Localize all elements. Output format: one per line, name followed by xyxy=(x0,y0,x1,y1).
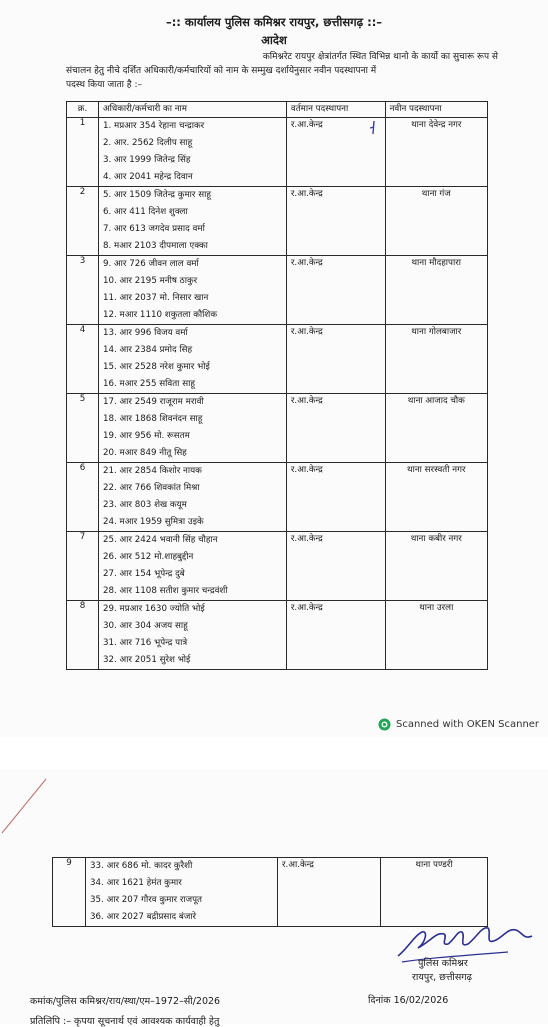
row-serial: 9 xyxy=(53,858,86,927)
new-posting: थाना गोलबाजार xyxy=(385,325,487,394)
table-row xyxy=(67,601,488,670)
personnel-name: 22. आर 766 शिवकांत मिश्रा xyxy=(102,483,200,493)
scanner-watermark xyxy=(378,716,539,732)
header-serial: क्र. xyxy=(67,102,99,118)
current-posting: र.आ.केन्द्र xyxy=(286,463,385,532)
new-posting: थाना कबीर नगर xyxy=(385,532,487,601)
row-names xyxy=(98,394,286,463)
personnel-name: 14. आर 2384 प्रमोद सिह xyxy=(102,345,193,355)
pen-stroke-mark xyxy=(0,775,50,835)
row-serial: 2 xyxy=(67,187,99,256)
personnel-name: 5. आर 1509 जितेन्द्र कुमार साहू xyxy=(102,190,211,200)
row-names xyxy=(98,601,286,670)
row-names xyxy=(98,325,286,394)
scanner-watermark-text: Scanned with OKEN Scanner xyxy=(396,718,540,730)
order-heading: आदेश xyxy=(261,33,287,47)
intro-line-3: पदस्थ किया जाता है :– xyxy=(66,80,142,90)
personnel-name: 30. आर 304 अजय साहू xyxy=(102,621,188,631)
table-row xyxy=(67,325,488,394)
row-serial: 8 xyxy=(67,601,99,670)
row-names xyxy=(86,858,278,927)
row-serial: 3 xyxy=(67,256,99,325)
copy-to-line: प्रतिलिपि :– कृपया सूचनार्थ एवं आवश्यक कार्यवाही हेतु xyxy=(30,1016,220,1027)
table-header-row xyxy=(67,102,488,118)
row-serial: 6 xyxy=(67,463,99,532)
row-names xyxy=(98,532,286,601)
new-posting: थाना मौदहापारा xyxy=(385,256,487,325)
current-posting: र.आ.केन्द्र xyxy=(286,118,385,187)
personnel-name: 15. आर 2528 नरेश कुमार भोई xyxy=(102,362,210,372)
personnel-name: 8. मआर 2103 दीपमाला एक्का xyxy=(102,241,208,251)
new-posting: थाना उरला xyxy=(385,601,487,670)
personnel-name: 18. आर 1868 शिवनंदन साहू xyxy=(102,414,203,424)
personnel-name: 19. आर 956 मो. रूसतम xyxy=(102,431,190,441)
date-value: 16/02/2026 xyxy=(393,995,449,1006)
current-posting: र.आ.केन्द्र xyxy=(278,858,381,927)
new-posting: थाना सरस्वती नगर xyxy=(385,463,487,532)
row-names xyxy=(98,256,286,325)
new-posting: थाना पण्डरी xyxy=(381,858,488,927)
current-posting: र.आ.केन्द्र xyxy=(286,394,385,463)
personnel-name: 23. आर 803 शेख कयूम xyxy=(102,500,187,510)
header-name: अधिकारी/कर्मचारी का नाम xyxy=(98,102,286,118)
personnel-name: 17. आर 2549 राजूराम मरावी xyxy=(102,397,204,407)
personnel-name: 35. आर 207 गौरव कुमार राजपूत xyxy=(90,895,202,905)
personnel-name: 29. मप्रआर 1630 ज्योति भोई xyxy=(102,604,205,614)
page-gap xyxy=(0,737,548,769)
signatory-place: रायपुर, छत्तीसगढ़ xyxy=(412,972,472,983)
new-posting: थाना देवेन्द्र नगर xyxy=(385,118,487,187)
new-posting: थाना गंज xyxy=(385,187,487,256)
signatory-title: पुलिस कमिश्नर xyxy=(418,958,468,969)
personnel-name: 24. मआर 1959 सुमित्रा उइके xyxy=(102,517,204,527)
current-posting: र.आ.केन्द्र xyxy=(286,601,385,670)
current-posting: र.आ.केन्द्र xyxy=(286,532,385,601)
personnel-name: 10. आर 2195 मनीष ठाकुर xyxy=(102,276,198,286)
personnel-name: 6. आर 411 दिनेश शुक्ला xyxy=(102,207,188,217)
personnel-name: 13. आर 996 विजय वर्मा xyxy=(102,328,188,338)
header-new-posting: नवीन पदस्थापना xyxy=(385,102,487,118)
personnel-name: 1. मप्रआर 354 रेहाना चन्द्राकर xyxy=(102,121,205,131)
row-names xyxy=(98,118,286,187)
personnel-name: 9. आर 726 जीवन लाल वर्मा xyxy=(102,259,199,269)
personnel-name: 12. मआर 1110 शकुतला कौशिक xyxy=(102,310,217,320)
personnel-name: 3. आर 1999 जितेन्द्र सिंह xyxy=(102,155,191,165)
table-row xyxy=(53,858,488,927)
table-row xyxy=(67,532,488,601)
header-current-posting: वर्तमान पदस्थापना xyxy=(286,102,385,118)
personnel-name: 36. आर 2027 बद्रीप्रसाद बंजारे xyxy=(90,912,197,922)
personnel-name: 20. मआर 849 नीतू सिह xyxy=(102,448,187,458)
personnel-name: 32. आर 2051 सुरेश भोई xyxy=(102,655,191,665)
table-row xyxy=(67,256,488,325)
posting-table-continued xyxy=(52,857,488,927)
table-row xyxy=(67,118,488,187)
personnel-name: 34. आर 1621 हेमंत कुमार xyxy=(90,878,182,888)
table-row xyxy=(67,394,488,463)
current-posting: र.आ.केन्द्र xyxy=(286,187,385,256)
current-posting: र.आ.केन्द्र xyxy=(286,256,385,325)
pen-tick-mark xyxy=(368,119,382,135)
row-serial: 1 xyxy=(67,118,99,187)
row-serial: 5 xyxy=(67,394,99,463)
intro-line-2: संचालन हेतु नीचे दर्शित अधिकारी/कर्मचारियों को नाम के सम्मुख दर्शायेनुसार नवीन पदस्थापना में xyxy=(66,66,377,76)
personnel-name: 7. आर 613 जगदेव प्रसाद वर्मा xyxy=(102,224,205,234)
personnel-name: 4. आर 2041 महेन्द्र दिवान xyxy=(102,172,193,182)
personnel-name: 2. आर. 2562 दिलीप साहू xyxy=(102,138,193,148)
date-label: दिनांक xyxy=(368,995,391,1006)
personnel-name: 27. आर 154 भूपेन्द्र दुबे xyxy=(102,569,185,579)
intro-line-1: कमिश्नरेट रायपुर क्षेत्रांतर्गत स्थित विभिन्न थानो के कार्यो का सुचारू रूप से xyxy=(262,52,498,62)
personnel-name: 25. आर 2424 भवानी सिंह चौहान xyxy=(102,535,218,545)
personnel-name: 26. आर 512 मो.शाहबुद्दीन xyxy=(102,552,194,562)
order-date xyxy=(368,993,448,1006)
office-title: –:: कार्यालय पुलिस कमिश्नर रायपुर, छत्तीसगढ़ ::– xyxy=(165,15,383,29)
personnel-name: 31. आर 716 भूपेन्द्र पात्रे xyxy=(102,638,188,648)
row-serial: 7 xyxy=(67,532,99,601)
scanner-logo-icon xyxy=(378,718,391,731)
personnel-name: 21. आर 2854 किशोर नायक xyxy=(102,466,202,476)
current-posting: र.आ.केन्द्र xyxy=(286,325,385,394)
posting-table xyxy=(66,101,488,670)
personnel-name: 33. आर 686 मो. कादर कुरैशी xyxy=(90,861,193,871)
table-row xyxy=(67,187,488,256)
table-row xyxy=(67,463,488,532)
row-serial: 4 xyxy=(67,325,99,394)
row-names xyxy=(98,187,286,256)
personnel-name: 11. आर 2037 मो. निसार खान xyxy=(102,293,209,303)
new-posting: थाना आजाद चौक xyxy=(385,394,487,463)
row-names xyxy=(98,463,286,532)
personnel-name: 28. आर 1108 सतीश कुमार चन्द्रवंशी xyxy=(102,586,228,596)
personnel-name: 16. मआर 255 सविता साहू xyxy=(102,379,195,389)
reference-number: कमांक/पुलिस कमिश्नर/राय/स्था/एम–1972–सी/2026 xyxy=(30,996,221,1007)
